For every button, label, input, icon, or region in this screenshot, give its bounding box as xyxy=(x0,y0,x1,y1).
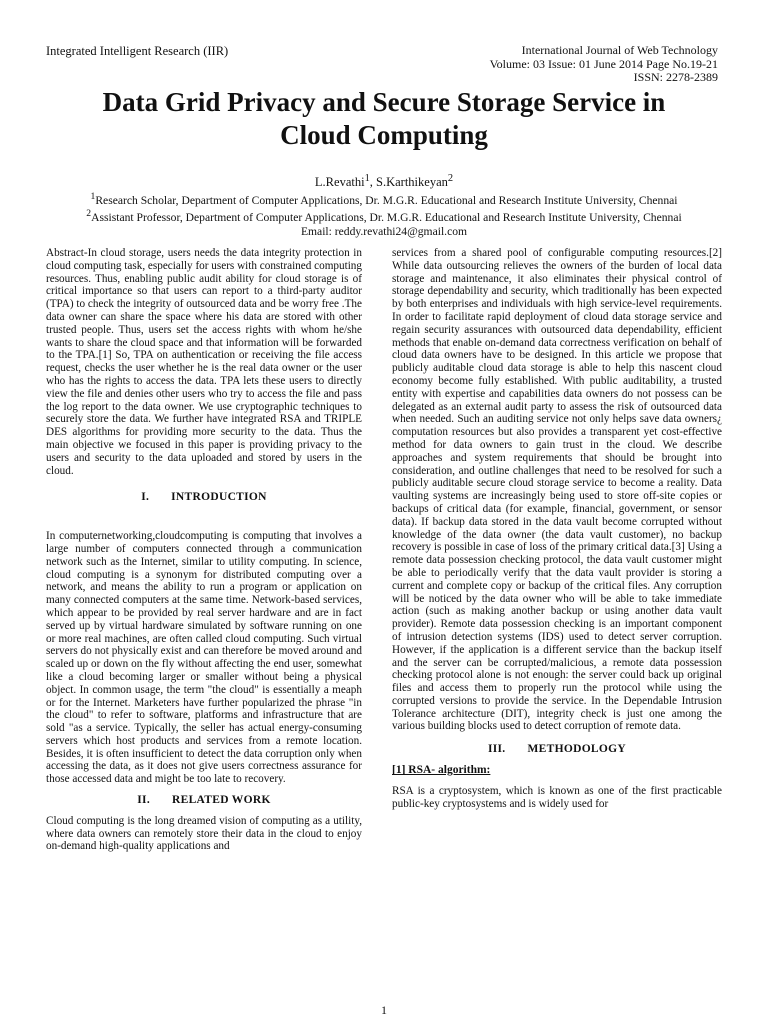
journal-issn: ISSN: 2278-2389 xyxy=(633,70,718,84)
subsection-heading-rsa: [1] RSA- algorithm: xyxy=(392,764,491,777)
affiliation-mark: 1 xyxy=(90,191,96,202)
right-column xyxy=(392,247,722,810)
journal-volume: Volume: 03 Issue: 01 June 2014 Page No.19-21 xyxy=(489,56,718,71)
section-heading-introduction xyxy=(46,491,362,504)
author-affiliation-mark: 2 xyxy=(447,173,454,184)
rsa-paragraph: RSA is a cryptosystem, which is known as one of the first practicable public-key cryptosystems and is widely used for xyxy=(392,784,722,810)
journal-publisher: Integrated Intelligent Research (IIR) xyxy=(46,44,229,58)
section-title: METHODOLOGY xyxy=(527,743,627,756)
section-heading-related-work xyxy=(46,794,362,807)
page-number: 1 xyxy=(381,1003,387,1017)
author-name: S.Karthikeyan xyxy=(376,175,448,190)
section-number: I. xyxy=(141,491,150,504)
author-affiliation-mark: 1 xyxy=(364,173,370,184)
paper-title-line2: Cloud Computing xyxy=(280,120,488,150)
affiliation-mark: 2 xyxy=(86,208,92,220)
affiliation-text: Research Scholar, Department of Computer Applications, Dr. M.G.R. Educational and Research Institute University, Chennai xyxy=(95,193,678,207)
affiliation-text: Assistant Professor, Department of Computer Applications, Dr. M.G.R. Educational and Research Institute University, Chennai xyxy=(91,211,682,225)
introduction-paragraph: In computernetworking,cloudcomputing is computing that involves a large number of computers connected through a communication network such as the Internet, similar to utility computing. In science, cloud computing is a synonym for distributed computing over a network, and means the ability to run a program or application on many connected computers at the same time. Network-based services, which appear to be provided by real server hardware and are in fact served up by virtual hardware simulated by software running on one or more real machines, are often called cloud computing. Such virtual servers do not physically exist and can therefore be moved around and scaled up or down on the fly without affecting the end user, somewhat like a cloud becoming larger or smaller without being a physical object. In common usage, the term "the cloud" is essentially a meaph or for the Internet. Marketers have further popularized the phrase "in the cloud" to refer to software, platforms and infrastructure that are sold "as a service. Typically, the seller has actual energy-consuming servers which host products and services from a remote location. Besides, it is often insufficient to detect the data corruption only when accessing the data, as it does not give users correctness assurance for those accessed data and might be too late to recovery. xyxy=(46,530,362,786)
section-number: III. xyxy=(487,743,506,756)
spacer xyxy=(46,516,362,530)
related-work-paragraph: Cloud computing is the long dreamed vision of computing as a utility, where data owners can remotely store their data in the cloud to enjoy on-demand high-quality applications and xyxy=(46,814,362,853)
author-name: L.Revathi xyxy=(314,175,365,190)
journal-name: International Journal of Web Technology xyxy=(521,43,718,57)
section-heading-methodology xyxy=(392,743,722,756)
affiliation-line xyxy=(40,190,728,207)
section-title: INTRODUCTION xyxy=(171,491,267,504)
affiliations xyxy=(40,190,728,238)
section-title: RELATED WORK xyxy=(172,794,271,807)
abstract-paragraph: Abstract-In cloud storage, users needs the data integrity protection in cloud computing task, especially for users with constrained computing resources. Thus, enabling public audit ability for cloud storage is of critical importance so that users can report to a third-party auditor (TPA) to check the integrity of outsourced data and be worry free .The data owner can share the space where his data are stored with other trusted people. Thus, users set the access rights with whom he/she wants to share the cloud space and that information will be forwarded to the TPA.[1] So, TPA on authentication or receiving the file access request, checks the user whether he is the real data owner or the user who has the rights to access the data. TPA lets these users to directly view the file and denies other users who try to access the file and pass the log report to the data owner. We use cryptographic techniques to securely store the data. We further have integrated RSA and TRIPLE DES algorithms for providing more security to the data. Thus the main objective we focused in this paper is providing privacy to the users and security to the data uploaded and stored by users in the cloud. xyxy=(46,247,362,477)
paper-title xyxy=(30,86,738,152)
author-list xyxy=(0,173,768,190)
section-number: II. xyxy=(137,794,150,807)
journal-info xyxy=(490,44,718,85)
author-email: Email: reddy.revathi24@gmail.com xyxy=(300,224,468,238)
left-column xyxy=(46,247,362,853)
paper-title-line1: Data Grid Privacy and Secure Storage Service in xyxy=(102,87,666,117)
affiliation-line xyxy=(40,207,728,224)
related-work-continued-paragraph: services from a shared pool of configurable computing resources.[2] While data outsourcing relieves the owners of the burden of local data storage and maintenance, it also eliminates their physical control of storage dependability and security, which traditionally has been expected by both enterprises and individuals with high service-level requirements. In order to facilitate rapid deployment of cloud data storage service and regain security assurances with outsourced data dependability, efficient methods that enable on-demand data correctness verification on behalf of cloud data owners have to be designed. In this article we propose that publicly auditable cloud data storage is able to help this nascent cloud economy become fully established. With public auditability, a trusted entity with expertise and capabilities data owners do not possess can be delegated as an external audit party to assess the risk of outsourced data when needed. Such an auditing service not only helps save data owners¿ computation resources but also provides a transparent yet cost-effective method for data owners to gain trust in the cloud. We describe approaches and system requirements that should be brought into consideration, and outline challenges that need to be resolved for such a publicly auditable secure cloud storage service to become a reality. Data vaulting systems are increasingly being used to store off-site copies or backups of critical data (for example, financial, government, or sensor data). If backup data stored in the data vault become corrupted without knowledge of the data owner (the data vault customer), no backup recovery is possible in case of loss of the primary critical data.[3] Using a remote data possession checking protocol, the data vault customer might be able to periodically verify that the data vault provider is storing a current and complete copy or backup of the critical files. Any corruption will be noticed by the data owner who will be able to take immediate action (such as making another backup or using another data vault provider). Remote data possession checking is an important component of intrusion detection systems (IDS) used to detect server corruption. However, if the application is a different service than the backup itself and the server can be corrupted/malicious, a remote data possession checking protocol alone is not enough: the server could back up original files and access them to properly run the protocol while using the corrupted versions to provide the service. In the Dependable Intrusion Tolerance architecture (DIT), integrity check is just one among the various building blocks used to detect corruption of remote data. xyxy=(392,247,722,733)
author-separator: , xyxy=(369,175,377,190)
